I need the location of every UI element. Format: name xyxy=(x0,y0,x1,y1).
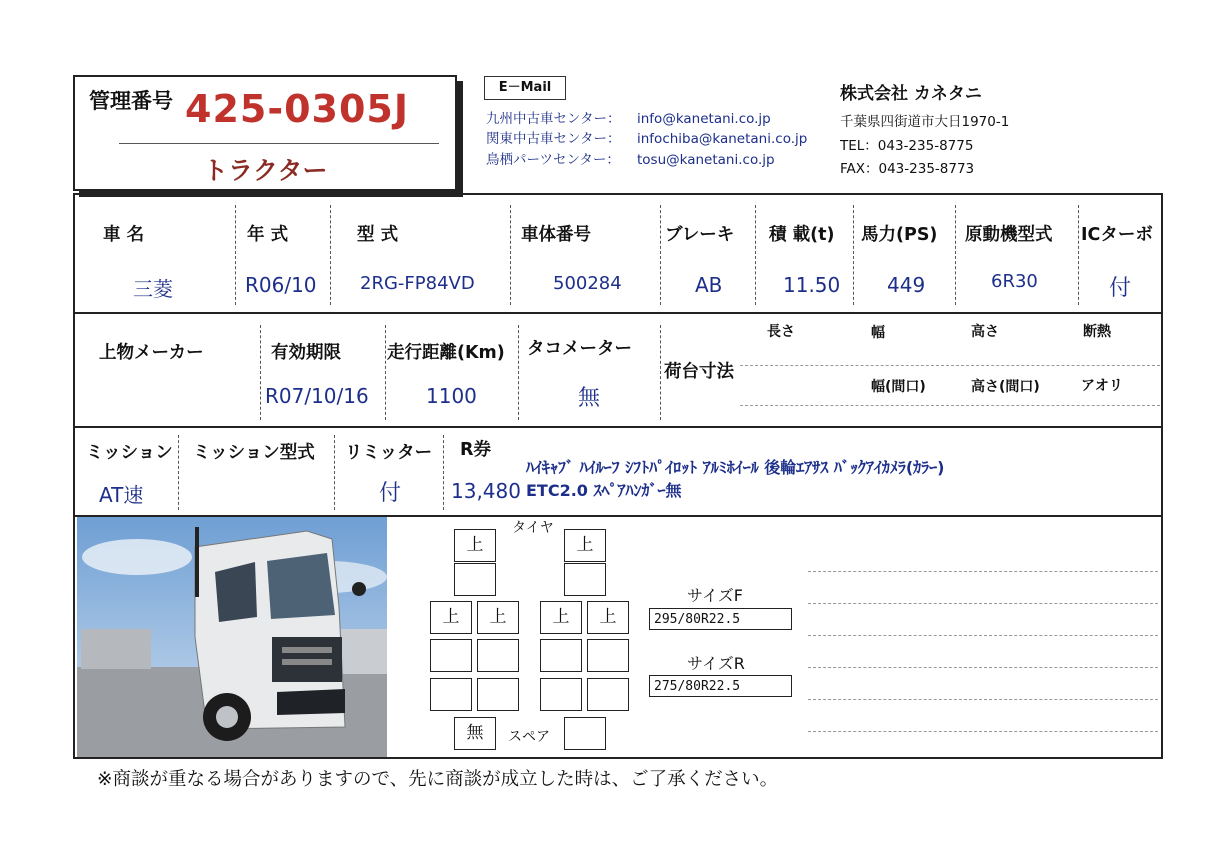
value-model: 2RG-FP84VD xyxy=(360,273,475,294)
tire-rear-12 xyxy=(587,678,629,711)
header-transmission: ミッション xyxy=(86,443,173,463)
tire-rear-7 xyxy=(540,639,582,672)
bed-width-label: 幅 xyxy=(871,325,885,341)
col-divider xyxy=(235,205,236,305)
id-box xyxy=(73,75,457,191)
company-name: 株式会社 カネタニ xyxy=(840,84,982,104)
tire-rear-6 xyxy=(477,639,519,672)
email-address[interactable]: info@kanetani.co.jp xyxy=(637,111,771,127)
header-chassis: 車体番号 xyxy=(521,225,591,245)
col-divider xyxy=(443,435,444,510)
header-inspection-expiry: 有効期限 xyxy=(271,343,341,363)
value-engine: 6R30 xyxy=(991,271,1038,292)
bed-dim-line xyxy=(740,365,1160,366)
col-divider xyxy=(334,435,335,510)
tire-front-right-inner xyxy=(564,563,606,596)
email-tag: E－Mail xyxy=(484,76,566,100)
value-maker: 三菱 xyxy=(133,277,173,301)
col-divider xyxy=(755,205,756,305)
header-transmission-model: ミッション型式 xyxy=(193,443,315,463)
tire-spare-2 xyxy=(564,717,606,750)
email-row xyxy=(486,127,807,147)
value-horsepower: 449 xyxy=(887,273,926,297)
tire-spare: 無 xyxy=(454,717,496,750)
row-divider xyxy=(75,312,1161,314)
header-maker: 車 名 xyxy=(103,225,145,245)
value-brake: AB xyxy=(695,273,723,297)
tire-rear-11 xyxy=(540,678,582,711)
col-divider xyxy=(385,325,386,420)
header-limiter: リミッター xyxy=(345,443,433,463)
notes-line xyxy=(808,571,1158,572)
value-chassis: 500284 xyxy=(553,273,622,294)
col-divider xyxy=(660,325,661,420)
header-body-maker: 上物メーカー xyxy=(99,343,204,363)
email-address[interactable]: infochiba@kanetani.co.jp xyxy=(637,131,808,147)
tire-rear-8 xyxy=(587,639,629,672)
tire-rear-3: 上 xyxy=(540,601,582,634)
col-divider xyxy=(330,205,331,305)
bed-gate-label: アオリ xyxy=(1081,378,1123,394)
company-tel: TEL：043-235-8775 xyxy=(840,138,974,154)
equipment-line-2: ETC2.0 ｽﾍﾟｱﾊﾝｶﾞｰ無 xyxy=(526,481,682,500)
value-transmission: AT速 xyxy=(99,483,144,507)
id-number: 425-0305J xyxy=(185,87,409,131)
email-row xyxy=(486,148,775,168)
bed-length-label: 長さ xyxy=(767,324,795,340)
bed-height-label: 高さ xyxy=(971,324,999,340)
bed-opening-width-label: 幅(間口) xyxy=(871,379,926,395)
header-model: 型 式 xyxy=(357,225,399,245)
notes-line xyxy=(808,667,1158,668)
value-year: R06/10 xyxy=(245,273,317,297)
col-divider xyxy=(1078,205,1079,305)
header-ic-turbo: ICターボ xyxy=(1081,225,1153,245)
header-r-ticket: R券 xyxy=(460,440,491,460)
truck-illustration xyxy=(77,517,387,757)
col-divider xyxy=(518,325,519,420)
header-payload: 積 載(t) xyxy=(769,225,835,245)
tire-rear-9 xyxy=(430,678,472,711)
equipment-line-1: ﾊｲｷｬﾌﾞ ﾊｲﾙｰﾌ ｼﾌﾄﾊﾟｲﾛｯﾄ ｱﾙﾐﾎｲｰﾙ 後輪ｴｱｻｽ ﾊﾞｯｸｱｲｶﾒﾗ(ｶﾗｰ) xyxy=(526,458,945,477)
notes-line xyxy=(808,635,1158,636)
col-divider xyxy=(510,205,511,305)
footer-note: ※商談が重なる場合がありますので、先に商談が成立した時は、ご了承ください。 xyxy=(97,769,779,790)
notes-line xyxy=(808,699,1158,700)
header-horsepower: 馬力(PS) xyxy=(861,225,938,245)
email-center: 関東中古車センター： xyxy=(486,131,621,147)
email-address[interactable]: tosu@kanetani.co.jp xyxy=(637,152,775,168)
value-r-ticket: 13,480 xyxy=(451,479,521,503)
col-divider xyxy=(660,205,661,305)
email-row xyxy=(486,107,771,127)
value-mileage: 1100 xyxy=(426,384,477,408)
tire-front-left-inner xyxy=(454,563,496,596)
bed-dim-line xyxy=(740,405,1160,406)
header-mileage: 走行距離(Km) xyxy=(387,343,505,363)
bed-dimensions-label: 荷台寸法 xyxy=(664,362,734,382)
tire-front-left: 上 xyxy=(454,529,496,562)
header-tachometer: タコメーター xyxy=(527,339,632,359)
id-label: 管理番号 xyxy=(89,89,173,113)
value-payload: 11.50 xyxy=(783,273,841,297)
row-divider xyxy=(75,426,1161,428)
size-front-value: 295/80R22.5 xyxy=(649,608,792,630)
tires-title: タイヤ xyxy=(512,520,554,536)
email-center: 九州中古車センター： xyxy=(486,111,621,127)
bed-insulation-label: 断熱 xyxy=(1083,324,1111,340)
col-divider xyxy=(955,205,956,305)
tire-rear-10 xyxy=(477,678,519,711)
notes-line xyxy=(808,603,1158,604)
col-divider xyxy=(853,205,854,305)
vehicle-type: トラクター xyxy=(203,156,328,185)
header-year: 年 式 xyxy=(247,225,289,245)
company-address: 千葉県四街道市大日1970-1 xyxy=(840,114,1010,130)
notes-line xyxy=(808,731,1158,732)
value-ic-turbo: 付 xyxy=(1109,276,1132,301)
value-limiter: 付 xyxy=(379,481,402,506)
size-rear-value: 275/80R22.5 xyxy=(649,675,792,697)
vehicle-photo xyxy=(77,517,387,757)
header-engine: 原動機型式 xyxy=(965,225,1053,245)
tire-rear-5 xyxy=(430,639,472,672)
tire-rear-2: 上 xyxy=(477,601,519,634)
size-rear-label: サイズR xyxy=(687,654,745,673)
company-fax: FAX：043-235-8773 xyxy=(840,161,975,177)
size-front-label: サイズF xyxy=(687,586,743,605)
value-tachometer: 無 xyxy=(578,386,601,411)
spare-label: スペア xyxy=(508,729,550,745)
spec-table xyxy=(73,193,1163,759)
col-divider xyxy=(260,325,261,420)
bed-opening-height-label: 高さ(間口) xyxy=(971,379,1040,395)
tire-rear-1: 上 xyxy=(430,601,472,634)
id-divider xyxy=(119,143,439,144)
tire-rear-4: 上 xyxy=(587,601,629,634)
tire-front-right: 上 xyxy=(564,529,606,562)
header-brake: ブレーキ xyxy=(665,225,735,245)
email-center: 鳥栖パーツセンター： xyxy=(486,152,620,168)
value-inspection-expiry: R07/10/16 xyxy=(265,384,369,408)
col-divider xyxy=(178,435,179,510)
